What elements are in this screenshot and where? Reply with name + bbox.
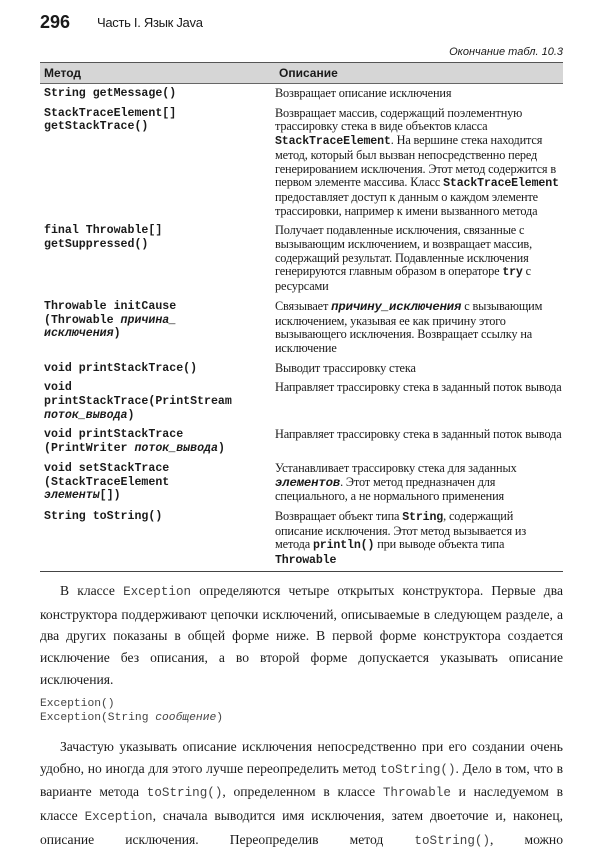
code-term: toString() [414, 833, 490, 848]
table-row [40, 84, 563, 104]
table-body [40, 84, 563, 571]
text-run: Направляет трассировку стека в заданный поток вывода [275, 427, 562, 442]
text-run: String getMessage() [44, 87, 177, 100]
method-description [271, 462, 563, 504]
table-row [40, 297, 563, 359]
method-description [271, 87, 563, 101]
code-term: println() [312, 539, 375, 553]
code-term: Exception [84, 810, 153, 825]
parameter-name: причина_ исключения [44, 313, 177, 341]
parameter-name: причину_исключения [331, 299, 462, 314]
text-run: ) [127, 408, 135, 422]
method-signature [40, 107, 271, 219]
code-text: ) [216, 712, 224, 725]
code-term: toString() [146, 786, 223, 801]
method-description [271, 107, 563, 219]
text-run: с ресурсами [275, 264, 531, 294]
column-header-description: Описание [279, 66, 338, 80]
table-row [40, 425, 563, 458]
text-run: , можно [490, 831, 563, 847]
method-signature [40, 381, 271, 422]
text-run: и наследуемом в классе [40, 784, 563, 824]
text-run: . Дело в том, что в варианте метода [40, 760, 563, 800]
method-signature [40, 428, 271, 455]
method-description [271, 300, 563, 356]
text-run: предоставляет доступ к данным о каждом элементе трассировки, например к имени вызванного метода [275, 189, 538, 218]
code-line [40, 711, 563, 726]
table-row [40, 221, 563, 297]
text-run: Возвращает объект типа [275, 508, 403, 523]
table-row [40, 104, 563, 222]
text-run: void printStackTrace (PrintWriter [44, 428, 184, 456]
method-description [271, 224, 563, 294]
table-header [40, 63, 563, 84]
text-run: определяются четыре открытых конструктора. Первые два конструктора поддерживают цепочки исключений, описываемые в следующем разделе, а два других показаны в общей форме ниже. В первой форме конструктора создается исключение без описания, а во второй форме допускается указывать описание исключения. [40, 582, 563, 687]
text-run: void printStackTrace() [44, 361, 198, 375]
methods-table [40, 62, 563, 572]
text-run: ) [217, 442, 225, 456]
code-term: StackTraceElement [275, 135, 391, 149]
page-header [0, 0, 600, 62]
code-term: Throwable [275, 554, 337, 568]
text-run: ) [113, 327, 121, 341]
table-row [40, 459, 563, 507]
text-run: Устанавливает трассировку стека для заданных [275, 460, 517, 475]
method-description [271, 428, 563, 455]
method-signature [40, 87, 271, 101]
table-caption: Окончание табл. 10.3 [449, 46, 563, 58]
text-run: , содержащий описание исключения. Этот метод вызывается из метода [275, 508, 527, 552]
text-run: void setStackTrace (StackTraceElement [44, 461, 170, 489]
text-run: Throwable initCause (Throwable [44, 299, 177, 327]
text-run: В классе [60, 582, 124, 598]
text-run: , сначала выводится имя исключения, затем двоеточие и, наконец, описание исключения. Переопределив метод [40, 808, 563, 847]
text-run: Возвращает массив, содержащий поэлементную трассировку стека в виде объектов класса [275, 105, 523, 134]
paragraph-constructors [40, 580, 563, 691]
paragraph-tostring [40, 736, 563, 853]
page-content [40, 62, 563, 853]
text-run: void printStackTrace(PrintStream [44, 381, 232, 409]
code-term: StackTraceElement [443, 177, 559, 191]
text-run: StackTraceElement[] getStackTrace() [44, 106, 177, 134]
text-run: . Этот метод предназначен для специального, а не нормального применения [275, 474, 505, 504]
method-description [271, 510, 563, 568]
method-signature [40, 462, 271, 504]
table-row [40, 359, 563, 379]
text-run: при выводе объекта типа [374, 537, 505, 552]
text-run: []) [99, 489, 121, 503]
text-run: , определенном в классе [222, 784, 383, 800]
method-description [271, 362, 563, 376]
method-signature [40, 224, 271, 294]
running-header: Часть I. Язык Java [97, 15, 203, 30]
text-run: Направляет трассировку стека в заданный поток вывода [275, 380, 562, 395]
code-arg: сообщение [155, 712, 217, 725]
column-header-method: Метод [44, 66, 82, 80]
parameter-name: поток_вывода [134, 442, 218, 456]
code-text: Exception(String [40, 712, 156, 725]
parameter-name: элементов [275, 475, 341, 490]
text-run: Зачастую указывать описание исключения непосредственно при его создании очень удобно, но иногда для этого лучше переопределить метод [40, 738, 563, 776]
code-term: try [502, 266, 523, 280]
text-run: String toString() [44, 509, 163, 523]
method-signature [40, 510, 271, 568]
parameter-name: элементы [44, 489, 100, 503]
code-term: toString() [379, 762, 456, 777]
method-signature [40, 300, 271, 356]
method-signature [40, 362, 271, 376]
code-term: Throwable [382, 786, 451, 801]
code-line: Exception() [40, 697, 115, 710]
table-row [40, 507, 563, 571]
table-row [40, 378, 563, 425]
text-run: Получает подавленные исключения, связанные с вызывающим исключением, и возвращает массив, содержащий результат. Подавленные исключения генерируются главным образом в операторе [275, 223, 533, 279]
text-run: Возвращает описание исключения [275, 86, 452, 100]
page-number: 296 [40, 12, 71, 32]
code-term: Exception [123, 584, 192, 599]
code-term: String [402, 510, 444, 524]
text-run: final Throwable[] getSuppressed() [44, 224, 163, 252]
text-run: . На вершине стека находится метод, который был вызван непосредственно перед генерированием исключения. Этот метод содержится в первом элементе массива. Класс [275, 133, 557, 190]
method-description [271, 381, 563, 422]
text-run: Связывает [275, 298, 332, 313]
parameter-name: поток_вывода [44, 408, 128, 422]
text-run: Выводит трассировку стека [275, 360, 416, 375]
code-listing [40, 697, 563, 726]
text-run: с вызывающим исключением, указывая ее как причину этого вызывающего исключения. Возвращает ссылку на исключение [275, 298, 543, 355]
